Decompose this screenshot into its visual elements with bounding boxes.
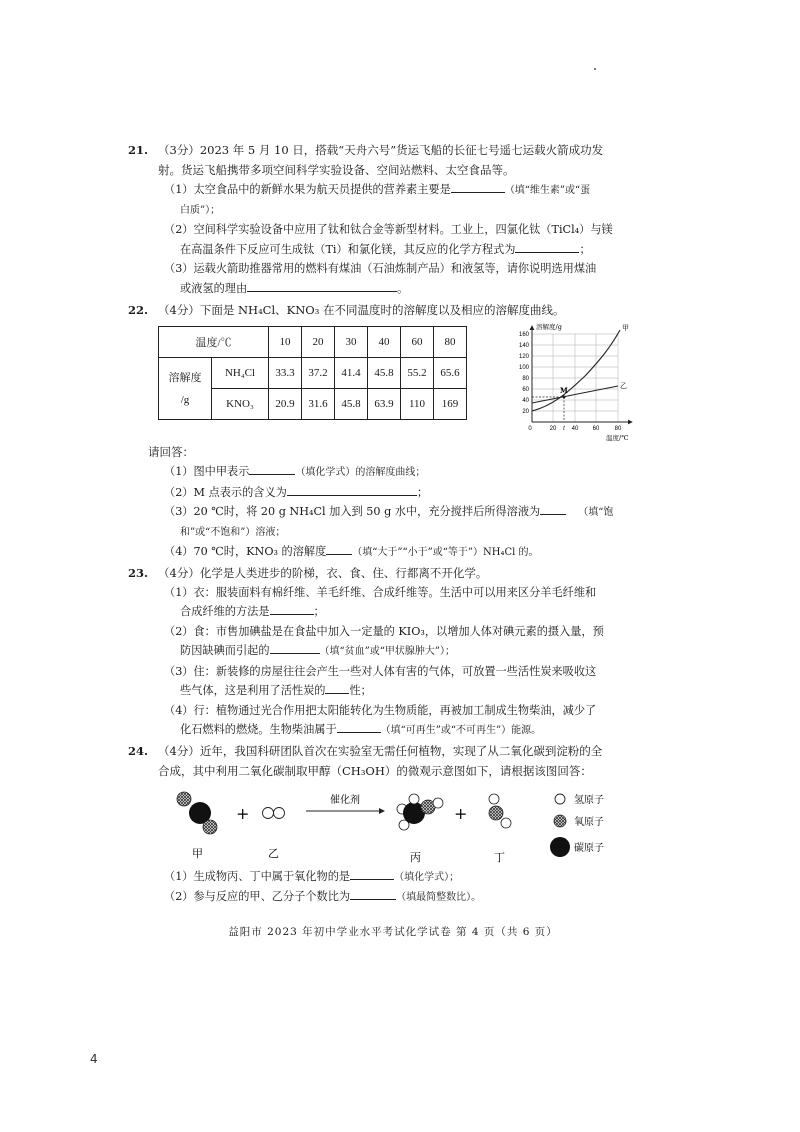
catalyst-label: 催化剂 (330, 794, 360, 806)
part-4-hint: （填“可再生”或“不可再生”）能源。 (380, 725, 542, 736)
solubility-value: 110 (401, 389, 434, 420)
part-1-text: （1）衣：服装面料有棉纤维、羊毛纤维、合成纤维等。生活中可以用来区分羊毛纤维和 (164, 585, 597, 599)
molecular-reaction-svg (158, 785, 638, 863)
atom-legend (550, 793, 604, 857)
answer-blank[interactable] (249, 462, 295, 475)
part-1-text: （1）生成物丙、丁中属于氧化物的是 (164, 869, 351, 883)
substance-name: NH₄Cl (212, 358, 269, 389)
ch3oh-molecule (397, 794, 443, 830)
plus-sign: + (236, 803, 250, 823)
label-yi: 乙 (268, 846, 279, 860)
part-3-end: 性； (349, 684, 372, 697)
part-3-text: （3）运载火箭助推器常用的燃料有煤油（石油炼制产品）和液氢等，请你说明选用煤油 (164, 262, 597, 275)
temperature-cell: 20 (302, 327, 335, 358)
temperature-cell: 10 (269, 327, 302, 358)
question-stem: （4分）近年，我国科研团队首次在实验室无需任何植物，实现了从二氧化碳到淀粉的全 (158, 743, 603, 758)
plus-sign: + (454, 803, 468, 823)
temperature-header: 温度/℃ (159, 327, 269, 358)
y-axis-label: 溶解度/g (536, 323, 562, 331)
part-4-text: （4）70 ℃时，KNO₃ 的溶解度 (164, 545, 327, 558)
label-ding: 丁 (494, 850, 505, 863)
y-tick-label: 140 (518, 343, 529, 349)
curve-jia (532, 330, 620, 411)
temperature-cell: 60 (401, 327, 434, 358)
x-axis-label: 温度/℃ (606, 434, 629, 442)
part-2-end: ； (416, 485, 429, 499)
answer-blank[interactable] (270, 641, 320, 654)
solubility-value: 65.6 (434, 358, 467, 389)
solubility-curve-chart (510, 318, 660, 448)
part-1-hint: （填“维生素”或“蛋 (504, 185, 591, 196)
question-21 (128, 140, 658, 298)
label-jia: 甲 (192, 846, 203, 860)
question-stem: （4分）化学是人类进步的阶梯，衣、食、住、行都离不开化学。 (158, 565, 488, 580)
curve-yi-label: 乙 (620, 382, 627, 390)
solubility-value: 20.9 (269, 389, 302, 420)
part-2-text: （2）食：市售加碘盐是在食盐中加入一定量的 KIO₃，以增加人体对碘元素的摄入量，预 (164, 624, 604, 638)
answer-blank[interactable] (515, 240, 579, 253)
y-tick-label: 120 (518, 354, 529, 360)
solubility-table (158, 326, 467, 420)
scan-speck (594, 68, 596, 70)
temperature-cell: 30 (335, 327, 368, 358)
solubility-value: 45.8 (335, 389, 368, 420)
part-1-text: （1）太空食品中的新鲜水果为航天员提供的营养素主要是 (164, 183, 451, 196)
solubility-header: 溶解度 /g (159, 358, 212, 420)
part-3-end: 。 (397, 281, 409, 295)
x-tick-label: 60 (592, 426, 600, 432)
question-stem: （3分）2023 年 5 月 10 日，搭载“天舟六号”货运飞船的长征七号遥七运载火箭成功发 (158, 143, 604, 157)
question-stem: （4分）下面是 NH₄Cl、KNO₃ 在不同温度时的溶解度以及相应的溶解度曲线。 (158, 303, 565, 317)
solubility-value: 31.6 (302, 389, 335, 420)
part-2-text-cont: 防因缺碘而引起的 (180, 644, 270, 657)
part-2-hint: （填“贫血”或“甲状腺肿大”）； (319, 646, 455, 657)
answer-blank[interactable] (540, 502, 566, 515)
question-22 (128, 300, 658, 563)
oxygen-atom-icon (554, 815, 566, 827)
answer-blank[interactable] (337, 720, 381, 733)
h2-molecule (263, 807, 285, 818)
t-marker-label: t (563, 426, 565, 432)
part-2-text-cont: 在高温条件下反应可生成钛（Ti）和氯化镁，其反应的化学方程式为 (180, 242, 516, 256)
y-tick-label: 80 (522, 376, 529, 382)
part-3-hint-cont: 和”或“不饱和”）溶液； (180, 526, 286, 538)
solubility-value: 37.2 (302, 358, 335, 389)
question-number: 23. (128, 565, 149, 580)
temperature-cell: 40 (368, 327, 401, 358)
answer-blank[interactable] (350, 887, 396, 900)
part-2-text: （2）参与反应的甲、乙分子个数比为 (164, 890, 351, 903)
solubility-value: 169 (434, 389, 467, 420)
answer-blank[interactable] (325, 681, 349, 694)
y-tick-label: 160 (518, 332, 529, 338)
answer-blank[interactable] (451, 180, 505, 193)
solubility-value: 63.9 (368, 389, 401, 420)
y-tick-label: 20 (522, 409, 529, 415)
solubility-data-block (158, 323, 658, 442)
question-stem-cont: 合成，其中利用二氧化碳制取甲醇（CH₃OH）的微观示意图如下，请根据该图回答： (158, 763, 592, 778)
reaction-diagram (158, 785, 658, 863)
answer-blank[interactable] (287, 483, 417, 496)
answer-blank[interactable] (247, 279, 397, 292)
question-24 (128, 741, 658, 908)
co2-molecule (177, 792, 217, 834)
part-1-hint-cont: 白质”）； (180, 204, 221, 216)
answer-blank[interactable] (350, 867, 394, 880)
answer-intro: 请回答： (148, 445, 194, 459)
question-number: 21. (128, 143, 149, 157)
part-3-text: （3）住：新装修的房屋往往会产生一些对人体有害的气体，可放置一些活性炭来吸收这 (164, 664, 597, 678)
page-footer: 益阳市 2023 年初中学业水平考试化学试卷 第 4 页（共 6 页） (228, 926, 558, 938)
part-2-end: ； (579, 242, 591, 256)
part-1-hint: （填化学式）的溶解度曲线； (295, 467, 426, 478)
part-4-text: （4）行：植物通过光合作用把太阳能转化为生物质能，再被加工制成生物柴油，减少了 (164, 703, 597, 717)
part-1-end: ； (313, 605, 325, 618)
x-tick-label: 0 (528, 426, 532, 432)
answer-blank[interactable] (326, 542, 352, 555)
page-number: 4 (90, 1052, 98, 1066)
legend-hydrogen: 氢原子 (574, 794, 604, 806)
y-tick-label: 40 (522, 398, 529, 404)
solubility-value: 41.4 (335, 358, 368, 389)
part-2-hint: （填最简整数比）。 (396, 892, 482, 903)
point-m-label: M (560, 386, 568, 395)
intersection-point (563, 396, 566, 399)
carbon-atom-icon (550, 837, 570, 857)
y-tick-label: 60 (522, 387, 529, 393)
part-1-hint: （填化学式）； (394, 871, 460, 883)
y-tick-label: 100 (518, 365, 529, 371)
question-23 (128, 563, 658, 741)
part-1-text: （1）图中甲表示 (164, 465, 250, 478)
question-stem-cont: 射。货运飞船携带多项空间科学实验设备、空间站燃料、太空食品等。 (158, 163, 515, 177)
label-bing: 丙 (410, 850, 421, 863)
exam-page (128, 140, 658, 940)
part-3-hint: （填“饱 (578, 507, 614, 518)
part-3-text-cont: 或液氢的理由 (180, 281, 248, 295)
question-number: 24. (128, 743, 149, 758)
part-1-text-cont: 合成纤维的方法是 (180, 605, 270, 618)
part-4-text-cont: 化石燃料的燃烧。生物柴油属于 (180, 723, 337, 736)
solubility-value: 55.2 (401, 358, 434, 389)
part-4-hint: （填“大于”“小于”或“等于”）NH₄Cl 的。 (352, 547, 539, 558)
legend-carbon: 碳原子 (574, 842, 604, 854)
solubility-value: 45.8 (368, 358, 401, 389)
part-2-text: （2）M 点表示的含义为 (164, 485, 287, 499)
hydrogen-atom-icon (555, 794, 565, 804)
question-number: 22. (128, 303, 149, 317)
x-tick-label: 40 (571, 426, 579, 432)
part-3-text: （3）20 ℃时，将 20 g NH₄Cl 加入到 50 g 水中，充分搅拌后所得溶液为 (164, 505, 541, 518)
substance-name: KNO₃ (212, 389, 269, 420)
curve-jia-label: 甲 (622, 324, 629, 332)
solubility-value: 33.3 (269, 358, 302, 389)
chart-grid (532, 334, 618, 422)
x-tick-label: 80 (614, 426, 622, 432)
h2o-molecule (489, 794, 511, 828)
part-2-text: （2）空间科学实验设备中应用了钛和钛合金等新型材料。工业上，四氯化钛（TiCl₄）与镁 (164, 223, 613, 236)
x-tick-label: 20 (549, 426, 557, 432)
legend-oxygen: 氧原子 (574, 816, 604, 828)
answer-blank[interactable] (270, 602, 314, 615)
part-3-text-cont: 些气体，这是利用了活性炭的 (180, 684, 326, 697)
temperature-cell: 80 (434, 327, 467, 358)
